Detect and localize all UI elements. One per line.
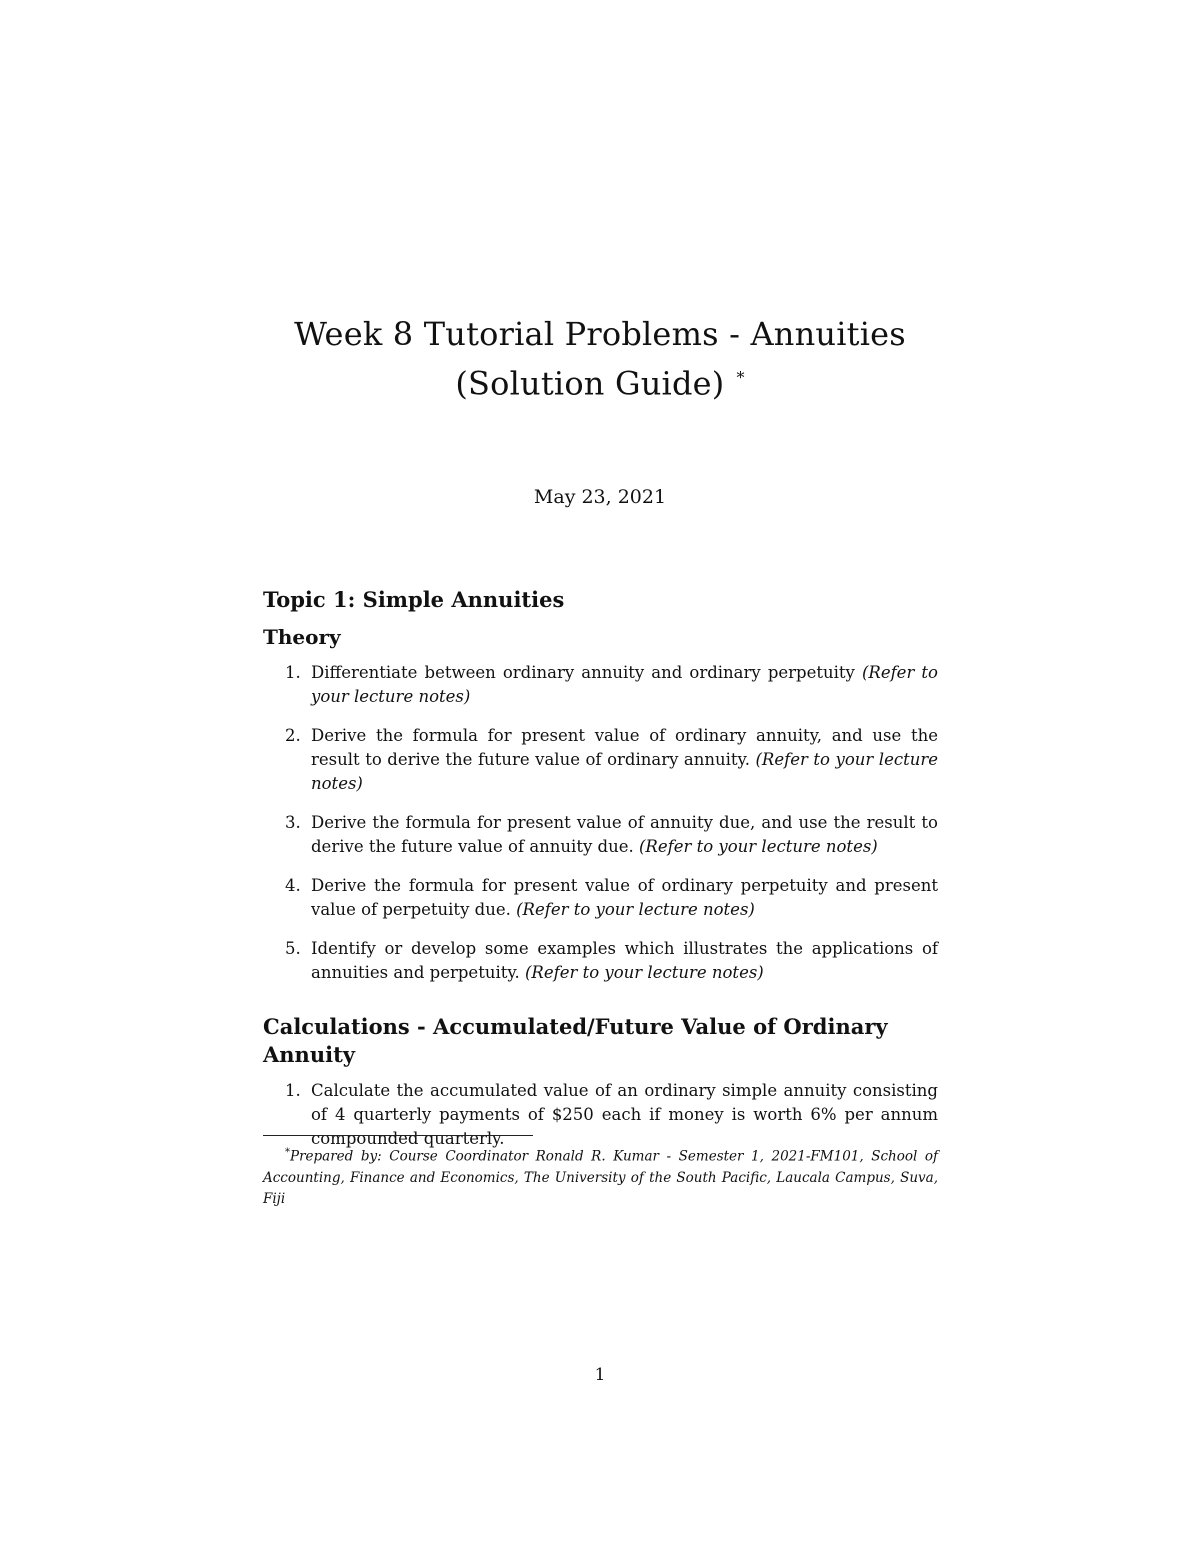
title-block (0, 312, 1200, 406)
footnote-mark: * (285, 1147, 290, 1158)
theory-list (263, 661, 938, 985)
list-item (263, 811, 938, 859)
list-item (263, 874, 938, 922)
title-line-1: Week 8 Tutorial Problems - Annuities (294, 315, 906, 353)
list-item (263, 937, 938, 985)
footnote-text: Prepared by: Course Coordinator Ronald R. Kumar - Semester 1, 2021-FM101, School of Accounting, Finance and Economics, The University of the South Pacific, Laucala Campus, Suva, Fiji (263, 1148, 938, 1207)
item-reference: (Refer to your lecture notes) (638, 837, 878, 856)
item-text: Derive the formula for present value of ordinary annuity, and use the result to derive the future value of ordinary annuity. (311, 726, 938, 769)
item-reference: (Refer to your lecture notes) (311, 663, 938, 706)
page-number: 1 (594, 1365, 606, 1385)
title-footnote-mark: * (736, 368, 745, 387)
item-number: 4. (285, 876, 301, 895)
item-text: Differentiate between ordinary annuity and ordinary perpetuity (311, 663, 855, 682)
main-content (263, 585, 938, 1166)
theory-heading: Theory (263, 625, 341, 649)
calculations-heading: Calculations - Accumulated/Future Value of Ordinary Annuity (263, 1014, 888, 1067)
section-title: Topic 1: Simple Annuities (263, 587, 565, 612)
item-text: Calculate the accumulated value of an ordinary simple annuity consisting of 4 quarterly payments of $250 each if money is worth 6% per annum compounded quarterly. (311, 1081, 938, 1148)
item-text: Derive the formula for present value of ordinary perpetuity and present value of perpetuity due. (311, 876, 938, 919)
list-item (263, 1079, 938, 1151)
item-reference: (Refer to your lecture notes) (516, 900, 755, 919)
document-title (0, 312, 1200, 406)
title-line-2: (Solution Guide) (455, 364, 725, 403)
calculations-list (263, 1079, 938, 1151)
list-item (263, 661, 938, 709)
item-number: 3. (285, 813, 301, 832)
item-reference: (Refer to your lecture notes) (311, 750, 938, 793)
footnote (263, 1142, 938, 1210)
item-number: 1. (285, 663, 301, 682)
list-item (263, 724, 938, 796)
footnote-divider (263, 1135, 533, 1136)
item-text: Derive the formula for present value of annuity due, and use the result to derive the future value of annuity due. (311, 813, 938, 856)
item-number: 5. (285, 939, 301, 958)
item-text: Identify or develop some examples which illustrates the applications of annuities and perpetuity. (311, 939, 938, 982)
item-number: 1. (285, 1081, 301, 1100)
item-reference: (Refer to your lecture notes) (524, 963, 764, 982)
document-date: May 23, 2021 (533, 486, 667, 508)
item-number: 2. (285, 726, 301, 745)
